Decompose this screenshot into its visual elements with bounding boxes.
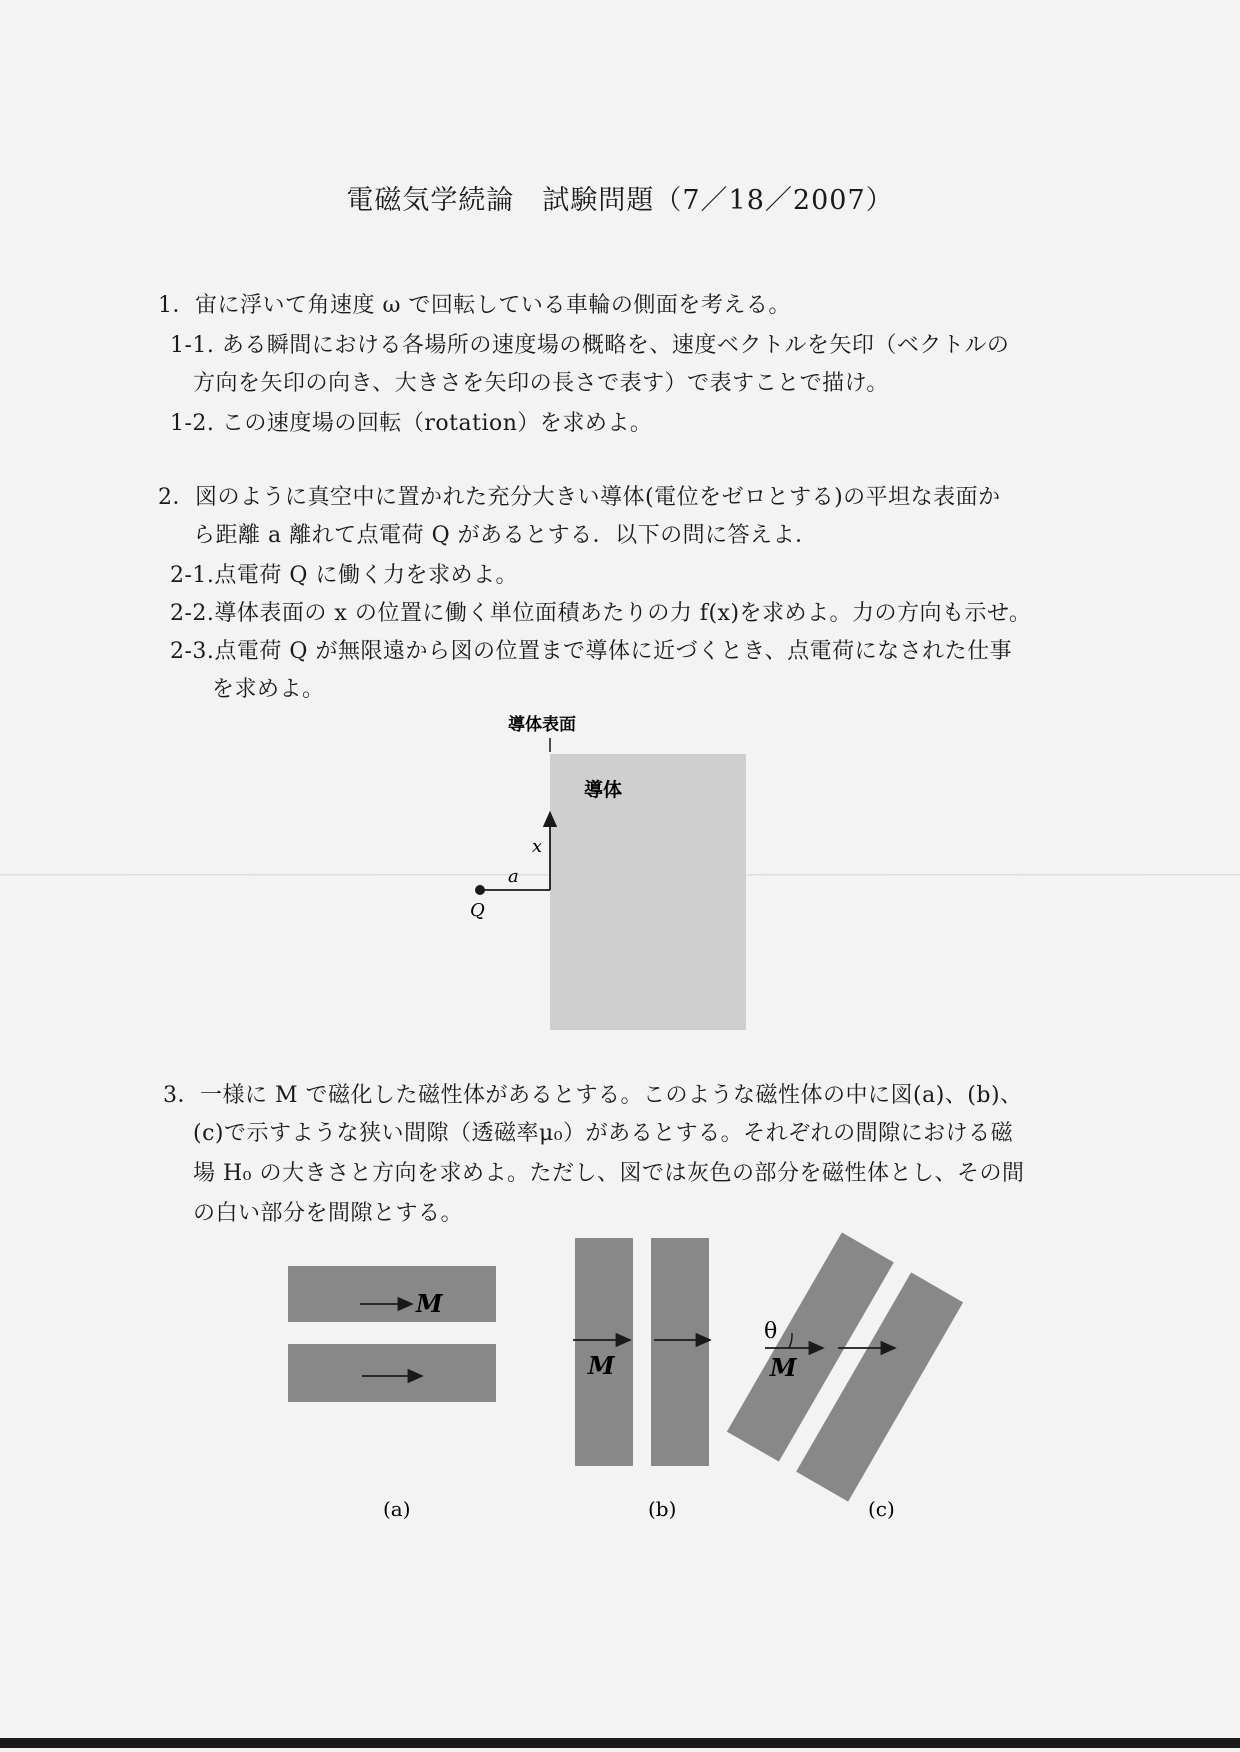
q2-3-line1: 2-3.点電荷 Q が無限遠から図の位置まで導体に近づくとき、点電荷になされた仕事	[170, 639, 1013, 664]
magnet-figures	[270, 1220, 1030, 1530]
figure-c-theta-label: θ	[764, 1319, 778, 1344]
figure-b-caption: (b)	[648, 1497, 677, 1521]
conductor-figure	[440, 708, 760, 1038]
page-title: 電磁気学続論 試験問題（7／18／2007）	[346, 185, 894, 216]
q2-lead-line1: 2．図のように真空中に置かれた充分大きい導体(電位をゼロとする)の平坦な表面か	[158, 485, 1001, 510]
figure-b-m-label: M	[588, 1351, 615, 1380]
figure-a-m-label: M	[416, 1289, 443, 1318]
figure-c-caption: (c)	[868, 1497, 895, 1521]
q3-line1: 3．一様に M で磁化した磁性体があるとする。このような磁性体の中に図(a)、(b)、	[163, 1083, 1023, 1108]
figure-a-upper-magnet	[288, 1266, 496, 1322]
figure-a-caption: (a)	[383, 1497, 411, 1521]
q3-line2: (c)で示すような狭い間隙（透磁率μ₀）があるとする。それぞれの間隙における磁	[193, 1121, 1014, 1146]
figure-a	[288, 1266, 496, 1402]
conductor-label: 導体	[584, 779, 623, 801]
x-label: x	[532, 836, 543, 857]
q-label: Q	[470, 900, 485, 921]
q3-line3: 場 H₀ の大きさと方向を求めよ。ただし、図では灰色の部分を磁性体とし、その間	[193, 1161, 1025, 1186]
figure-c	[727, 1232, 963, 1501]
figure-a-lower-magnet	[288, 1344, 496, 1402]
q2-1: 2-1.点電荷 Q に働く力を求めよ。	[170, 563, 518, 588]
conductor-block	[550, 754, 746, 1030]
figure-b-right-magnet	[651, 1238, 709, 1466]
q2-lead-line2: ら距離 a 離れて点電荷 Q があるとする．以下の問に答えよ．	[193, 523, 818, 548]
q3-line4: の白い部分を間隙とする。	[193, 1201, 464, 1226]
q2-2: 2-2.導体表面の x の位置に働く単位面積あたりの力 f(x)を求めよ。力の方向も示せ。	[170, 601, 1032, 626]
q1-lead: 1．宙に浮いて角速度 ω で回転している車輪の側面を考える。	[158, 293, 791, 318]
figure-c-m-label: M	[770, 1353, 797, 1382]
point-charge	[475, 885, 485, 895]
conductor-surface-label: 導体表面	[508, 715, 576, 735]
q2-3-line2: を求めよ。	[212, 677, 325, 702]
q1-2: 1-2. この速度場の回転（rotation）を求めよ。	[170, 411, 653, 436]
q1-1-line2: 方向を矢印の向き、大きさを矢印の長さで表す）で表すことで描け。	[193, 371, 889, 396]
q1-1-line1: 1-1. ある瞬間における各場所の速度場の概略を、速度ベクトルを矢印（ベクトルの	[170, 333, 1010, 358]
figure-b	[573, 1238, 710, 1466]
scan-bottom-edge	[0, 1738, 1240, 1748]
a-label: a	[508, 866, 519, 887]
